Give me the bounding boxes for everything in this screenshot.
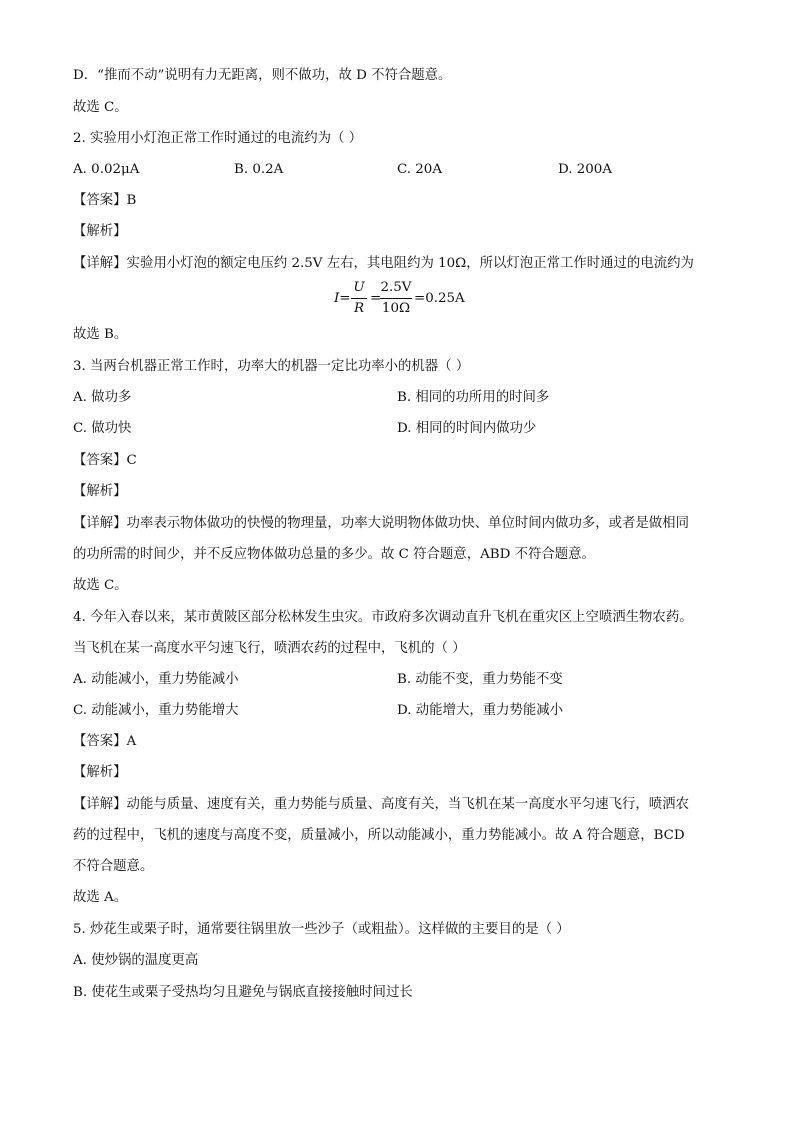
- answer-label: 【答案】B: [73, 193, 137, 208]
- analysis-label: 【解析】: [73, 484, 127, 499]
- fraction-values: [380, 279, 412, 318]
- formula-lhs: I=: [334, 291, 351, 306]
- question-3: 3. 当两台机器正常工作时，功率大的机器一定比功率小的机器（ ）: [73, 359, 470, 374]
- question-2: 2. 实验用小灯泡正常工作时通过的电流约为（ ）: [73, 131, 363, 146]
- detail-text: 的功所需的时间少，并不反应物体做功总量的多少。故 C 符合题意，ABD 不符合题意。: [73, 547, 595, 562]
- option-b: B. 动能不变，重力势能不变: [397, 672, 563, 687]
- option-a: A. 使炒锅的温度更高: [73, 953, 199, 968]
- option-d: D. 动能增大，重力势能减小: [397, 703, 564, 718]
- text-line: 故选 B。: [73, 327, 128, 342]
- answer-label: 【答案】C: [73, 453, 137, 468]
- analysis-label: 【解析】: [73, 224, 127, 239]
- question-4: 4. 今年入春以来，某市黄陂区部分松林发生虫灾。市政府多次调动直升飞机在重灾区上空喷洒生物农药。: [73, 610, 693, 625]
- option-a: A. 做功多: [73, 390, 132, 405]
- detail-text: 【详解】实验用小灯泡的额定电压约 2.5V 左右，其电阻约为 10Ω，所以灯泡正常工作时通过的电流约为: [73, 256, 694, 271]
- fraction-denominator: 10Ω: [381, 301, 411, 316]
- option-c: C. 做功快: [73, 421, 132, 436]
- fraction-numerator: 2.5V: [380, 280, 412, 295]
- option-b: B. 相同的功所用的时间多: [397, 390, 550, 405]
- option-b: B. 使花生或栗子受热均匀且避免与锅底直接接触时间过长: [73, 985, 413, 1000]
- option-c: C. 20A: [397, 162, 442, 177]
- option-a: A. 动能减小，重力势能减小: [73, 672, 239, 687]
- text-line: 故选 C。: [73, 578, 128, 593]
- option-c: C. 动能减小，重力势能增大: [73, 703, 239, 718]
- equals-sign: =: [370, 291, 382, 306]
- option-d: D. 相同的时间内做功少: [397, 421, 537, 436]
- option-a: A. 0.02μA: [73, 162, 140, 177]
- fraction-u-over-r: [351, 279, 367, 318]
- question-4-cont: 当飞机在某一高度水平匀速飞行，喷洒农药的过程中，飞机的（ ）: [73, 641, 466, 656]
- fraction-bar: [380, 298, 412, 299]
- detail-text: 不符合题意。: [73, 859, 154, 874]
- option-b: B. 0.2A: [234, 162, 284, 177]
- detail-text: 【详解】动能与质量、速度有关，重力势能与质量、高度有关，当飞机在某一高度水平匀速飞行，喷洒农: [73, 797, 689, 812]
- option-d: D. 200A: [558, 162, 613, 177]
- fraction-denominator: R: [353, 301, 365, 316]
- detail-text: 【详解】功率表示物体做功的快慢的物理量，功率大说明物体做功快、单位时间内做功多，或者是做相同: [73, 516, 689, 531]
- text-line: D．“推而不动”说明有力无距离，则不做功，故 D 不符合题意。: [73, 68, 452, 83]
- question-5: 5. 炒花生或栗子时，通常要往锅里放一些沙子（或粗盐）。这样做的主要目的是（ ）: [73, 922, 570, 937]
- detail-text: 药的过程中，飞机的速度与高度不变，质量减小，所以动能减小，重力势能减小。故 A 符合题意，BCD: [73, 828, 685, 843]
- fraction-numerator: U: [353, 280, 365, 295]
- fraction-bar: [351, 298, 367, 299]
- analysis-label: 【解析】: [73, 765, 127, 780]
- answer-label: 【答案】A: [73, 734, 137, 749]
- formula-result: =0.25A: [414, 291, 465, 306]
- text-line: 故选 A。: [73, 890, 128, 905]
- text-line: 故选 C。: [73, 100, 128, 115]
